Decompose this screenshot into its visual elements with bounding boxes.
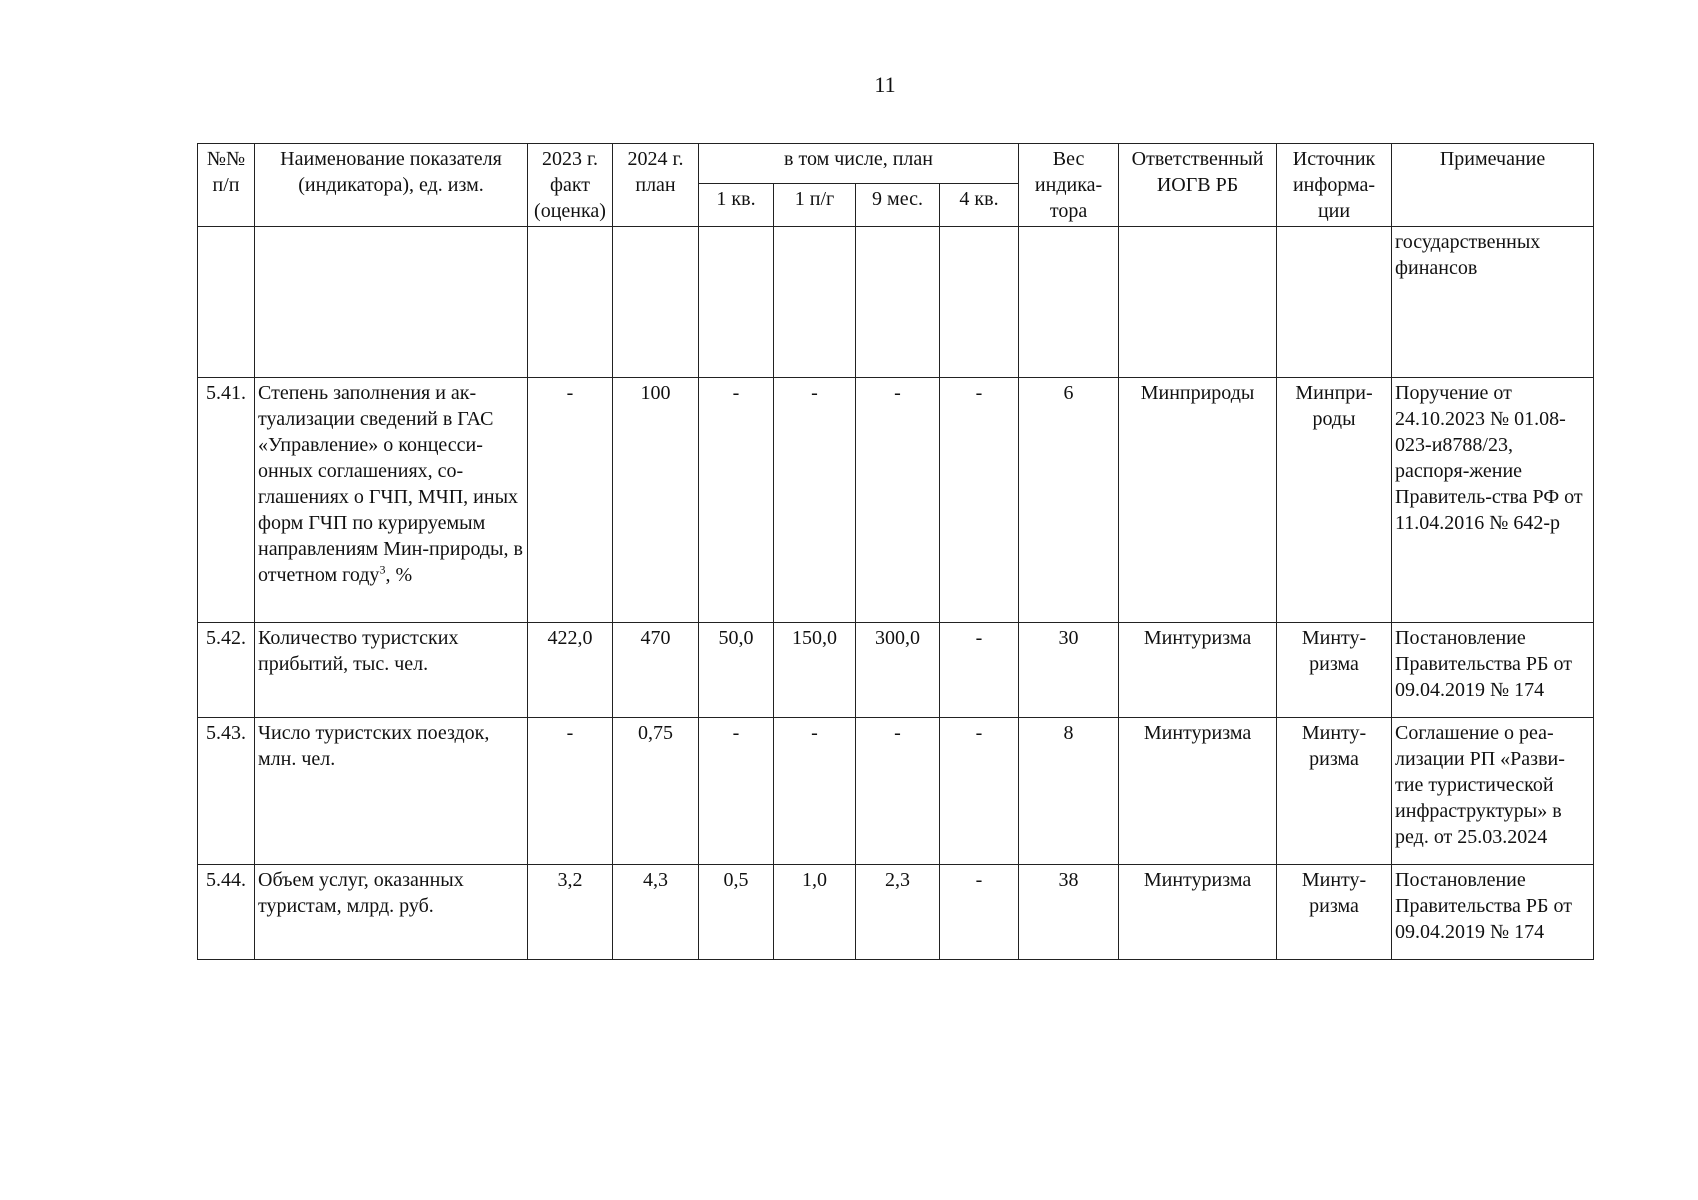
q4-cell: - <box>940 718 1019 865</box>
name-cell: Объем услуг, оказанных туристам, млрд. руб. <box>255 865 528 960</box>
q1-cell: - <box>699 718 774 865</box>
header-incl-plan: в том числе, план <box>699 144 1019 184</box>
fact-2023-cell: - <box>528 718 613 865</box>
m9-cell: - <box>856 378 940 623</box>
weight-cell: 38 <box>1019 865 1119 960</box>
note-cell: государственных финансов <box>1392 227 1594 378</box>
table-row <box>198 718 1594 865</box>
header-q1: 1 кв. <box>699 184 774 227</box>
h1-cell: - <box>774 378 856 623</box>
note-cell: Постановление Правительства РБ от 09.04.2019 № 174 <box>1392 623 1594 718</box>
num-cell: 5.44. <box>198 865 255 960</box>
weight-cell: 30 <box>1019 623 1119 718</box>
responsible-cell: Минприроды <box>1119 378 1277 623</box>
num-cell: 5.43. <box>198 718 255 865</box>
header-responsible: Ответственный ИОГВ РБ <box>1119 144 1277 227</box>
q4-cell: - <box>940 623 1019 718</box>
q1-cell: 50,0 <box>699 623 774 718</box>
fact-2023-cell: 3,2 <box>528 865 613 960</box>
note-cell: Соглашение о реа-лизации РП «Разви-тие туристической инфраструктуры» в ред. от 25.03.2024 <box>1392 718 1594 865</box>
q1-cell: 0,5 <box>699 865 774 960</box>
source-cell: Минпри-роды <box>1277 378 1392 623</box>
name-cell: Количество туристских прибытий, тыс. чел. <box>255 623 528 718</box>
header-h1: 1 п/г <box>774 184 856 227</box>
table-row-continuation <box>198 227 1594 378</box>
page-number: 11 <box>874 72 896 97</box>
m9-cell: 2,3 <box>856 865 940 960</box>
num-cell: 5.42. <box>198 623 255 718</box>
table-row <box>198 865 1594 960</box>
h1-cell: 150,0 <box>774 623 856 718</box>
h1-cell: 1,0 <box>774 865 856 960</box>
header-m9: 9 мес. <box>856 184 940 227</box>
header-note: Примечание <box>1392 144 1594 227</box>
header-name: Наименование показателя (индикатора), ед. изм. <box>255 144 528 227</box>
footnote-mark: 3 <box>379 562 386 577</box>
responsible-cell: Минтуризма <box>1119 865 1277 960</box>
h1-cell: - <box>774 718 856 865</box>
header-plan-2024: 2024 г. план <box>613 144 699 227</box>
weight-cell: 6 <box>1019 378 1119 623</box>
m9-cell: - <box>856 718 940 865</box>
note-cell: Постановление Правительства РБ от 09.04.2019 № 174 <box>1392 865 1594 960</box>
num-cell: 5.41. <box>198 378 255 623</box>
q1-cell: - <box>699 378 774 623</box>
responsible-cell: Минтуризма <box>1119 718 1277 865</box>
plan-2024-cell: 4,3 <box>613 865 699 960</box>
header-weight: Вес индика-тора <box>1019 144 1119 227</box>
note-cell: Поручение от 24.10.2023 № 01.08-023-и8788/23, распоря-жение Правитель-ства РФ от 11.04.2016 № 642-р <box>1392 378 1594 623</box>
q4-cell: - <box>940 865 1019 960</box>
header-fact-2023: 2023 г. факт (оценка) <box>528 144 613 227</box>
q4-cell: - <box>940 378 1019 623</box>
table-row <box>198 623 1594 718</box>
name-cell: Степень заполнения и ак-туализации сведений в ГАС «Управление» о концесси-онных соглашениях, со-глашениях о ГЧП, МЧП, иных форм ГЧП по курируемым направлениям Мин-природы, в отчетном году$^3$, % <box>255 378 528 623</box>
weight-cell: 8 <box>1019 718 1119 865</box>
table-header <box>198 144 1594 227</box>
responsible-cell: Минтуризма <box>1119 623 1277 718</box>
header-q4: 4 кв. <box>940 184 1019 227</box>
name-cell: Число туристских поездок, млн. чел. <box>255 718 528 865</box>
source-cell: Минту-ризма <box>1277 718 1392 865</box>
plan-2024-cell: 470 <box>613 623 699 718</box>
header-source: Источник информа-ции <box>1277 144 1392 227</box>
source-cell: Минту-ризма <box>1277 623 1392 718</box>
fact-2023-cell: - <box>528 378 613 623</box>
source-cell: Минту-ризма <box>1277 865 1392 960</box>
header-num: №№ п/п <box>198 144 255 227</box>
table-row <box>198 378 1594 623</box>
indicators-table <box>197 143 1594 960</box>
plan-2024-cell: 0,75 <box>613 718 699 865</box>
fact-2023-cell: 422,0 <box>528 623 613 718</box>
m9-cell: 300,0 <box>856 623 940 718</box>
plan-2024-cell: 100 <box>613 378 699 623</box>
